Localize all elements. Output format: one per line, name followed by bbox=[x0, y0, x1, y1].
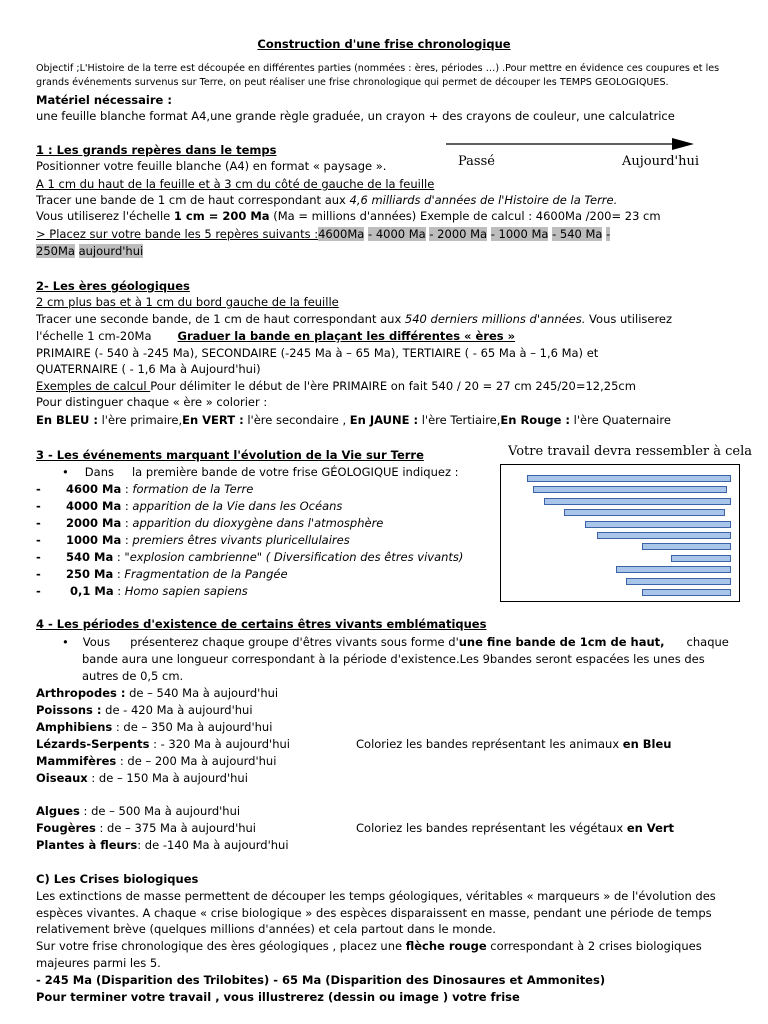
s5-line-4: Sur votre frise chronologique des ères géologiques , placez une flèche rouge correspondant à 2 crises biologiques bbox=[36, 939, 702, 953]
example-bar bbox=[671, 555, 731, 562]
example-bar bbox=[527, 475, 731, 482]
plant-group-item: Fougères : de – 375 Ma à aujourd'hui bbox=[36, 821, 256, 835]
section-4-heading: 4 - Les périodes d'existence de certains êtres vivants emblématiques bbox=[36, 617, 487, 631]
section-crises-heading: C) Les Crises biologiques bbox=[36, 872, 199, 886]
s2-line-6: Exemples de calcul Pour délimiter le début de l'ère PRIMAIRE on fait 540 / 20 = 27 cm 245/20=12,25cm bbox=[36, 379, 636, 393]
example-bar bbox=[533, 486, 727, 493]
example-caption: Votre travail devra ressembler à cela bbox=[508, 444, 753, 459]
example-bar bbox=[597, 532, 731, 539]
event-item: - 2000 Ma : apparition du dioxygène dans l'atmosphère bbox=[36, 516, 384, 530]
event-item: - 540 Ma : "explosion cambrienne" ( Diversification des êtres vivants) bbox=[36, 550, 464, 564]
animal-group-item: Poissons : de - 420 Ma à aujourd'hui bbox=[36, 703, 253, 717]
s5-crises-dates: - 245 Ma (Disparition des Trilobites) - 65 Ma (Disparition des Dinosaures et Ammonites) bbox=[36, 973, 606, 987]
s1-line-1: Positionner votre feuille blanche (A4) en format « paysage ». bbox=[36, 159, 387, 173]
s4-bullet-line-2: bande aura une longueur correspondant à la période d'existence.Les 9bandes seront espacées les unes des bbox=[82, 652, 705, 666]
s4-bullet-line-3: autres de 0,5 cm. bbox=[82, 669, 184, 683]
section-2-heading: 2- Les ères géologiques bbox=[36, 279, 190, 293]
s2-colors: En BLEU : l'ère primaire,En VERT : l'ère secondaire , En JAUNE : l'ère Tertiaire,En Rouge : l'ère Quaternaire bbox=[36, 413, 671, 427]
animals-color-note: Coloriez les bandes représentant les animaux en Bleu bbox=[356, 737, 672, 751]
timeline-arrow-icon bbox=[446, 134, 696, 156]
example-frise-image bbox=[500, 464, 740, 602]
example-bar bbox=[642, 589, 731, 596]
s1-line-2: A 1 cm du haut de la feuille et à 3 cm du côté de gauche de la feuille bbox=[36, 177, 435, 191]
s5-line-5: majeures parmi les 5. bbox=[36, 956, 161, 970]
s3-bullet: • Dans la première bande de votre frise GÉOLOGIQUE indiquez : bbox=[62, 465, 459, 479]
s2-line-5: QUATERNAIRE ( - 1,6 Ma à Aujourd'hui) bbox=[36, 362, 261, 376]
event-item: - 4600 Ma : formation de la Terre bbox=[36, 482, 254, 496]
event-item: - 4000 Ma : apparition de la Vie dans les Océans bbox=[36, 499, 343, 513]
intro-line-2: grands événements survenus sur Terre, on peut réaliser une frise chronologique qui permet de découper les TEMPS GEOLOGIQUES. bbox=[36, 77, 669, 88]
animal-group-item: Amphibiens : de – 350 Ma à aujourd'hui bbox=[36, 720, 273, 734]
s1-line-6: 250Ma aujourd'hui bbox=[36, 244, 144, 258]
plant-group-item: Plantes à fleurs: de -140 Ma à aujourd'hui bbox=[36, 838, 289, 852]
arrow-label-today: Aujourd'hui bbox=[622, 154, 700, 169]
animal-group-item: Lézards-Serpents : - 320 Ma à aujourd'hui bbox=[36, 737, 290, 751]
example-bar bbox=[626, 578, 731, 585]
s1-line-5: > Placez sur votre bande les 5 repères suivants :4600Ma - 4000 Ma - 2000 Ma - 1000 Ma - 540 Ma - bbox=[36, 227, 611, 241]
plant-group-item: Algues : de – 500 Ma à aujourd'hui bbox=[36, 804, 241, 818]
event-item: - 250 Ma : Fragmentation de la Pangée bbox=[36, 567, 288, 581]
materiel-text: une feuille blanche format A4,une grande règle graduée, un crayon + des crayons de couleur, une calculatrice bbox=[36, 109, 675, 123]
section-1-heading: 1 : Les grands repères dans le temps bbox=[36, 143, 277, 157]
s4-bullet-line-1: • Vous présenterez chaque groupe d'êtres vivants sous forme d'une fine bande de 1cm de haut, chaque bbox=[62, 635, 729, 649]
animal-group-item: Arthropodes : de – 540 Ma à aujourd'hui bbox=[36, 686, 279, 700]
s1-line-4: Vous utiliserez l'échelle 1 cm = 200 Ma (Ma = millions d'années) Exemple de calcul : 4600Ma /200= 23 cm bbox=[36, 209, 661, 223]
s5-line-2: espèces vivantes. A chaque « crise biologique » des espèces disparaissent en masse, pendant une période de temps bbox=[36, 906, 712, 920]
section-3-heading: 3 - Les événements marquant l'évolution de la Vie sur Terre bbox=[36, 448, 424, 462]
materiel-heading: Matériel nécessaire : bbox=[36, 93, 172, 107]
s1-line-3: Tracer une bande de 1 cm de haut correspondant aux 4,6 milliards d'années de l'Histoire de la Terre. bbox=[36, 193, 618, 207]
example-bar bbox=[585, 521, 731, 528]
intro-line-1: Objectif ;L'Histoire de la terre est découpée en différentes parties (nommées : ères, périodes …) .Pour mettre en évidence ces coupures et les bbox=[36, 63, 720, 74]
example-bar bbox=[642, 543, 731, 550]
s5-line-3: relativement brève (quelques millions d'années) et cela partout dans le monde. bbox=[36, 922, 496, 936]
plants-color-note: Coloriez les bandes représentant les végétaux en Vert bbox=[356, 821, 675, 835]
s2-line-2: Tracer une seconde bande, de 1 cm de haut correspondant aux 540 derniers millions d'années. Vous utiliserez bbox=[36, 312, 673, 326]
event-item: - 0,1 Ma : Homo sapien sapiens bbox=[36, 584, 248, 598]
event-item: - 1000 Ma : premiers êtres vivants pluricellulaires bbox=[36, 533, 350, 547]
animal-group-item: Mammifères : de – 200 Ma à aujourd'hui bbox=[36, 754, 277, 768]
animal-group-item: Oiseaux : de – 150 Ma à aujourd'hui bbox=[36, 771, 248, 785]
s2-line-7: Pour distinguer chaque « ère » colorier : bbox=[36, 395, 268, 409]
arrow-label-past: Passé bbox=[458, 154, 495, 169]
page-title: Construction d'une frise chronologique bbox=[257, 37, 511, 51]
s2-line-1: 2 cm plus bas et à 1 cm du bord gauche de la feuille bbox=[36, 295, 339, 309]
s5-final-instruction: Pour terminer votre travail , vous illustrerez (dessin ou image ) votre frise bbox=[36, 990, 520, 1004]
example-bar bbox=[616, 566, 731, 573]
s2-line-4: PRIMAIRE (- 540 à -245 Ma), SECONDAIRE (-245 Ma à – 65 Ma), TERTIAIRE ( - 65 Ma à – 1,6 Ma) et bbox=[36, 346, 599, 360]
example-bar bbox=[544, 498, 731, 505]
s5-line-1: Les extinctions de masse permettent de découper les temps géologiques, véritables « marqueurs » de l'évolution des bbox=[36, 889, 716, 903]
s2-line-3: l'échelle 1 cm-20Ma Graduer la bande en plaçant les différentes « ères » bbox=[36, 329, 516, 343]
example-bar bbox=[564, 509, 725, 516]
